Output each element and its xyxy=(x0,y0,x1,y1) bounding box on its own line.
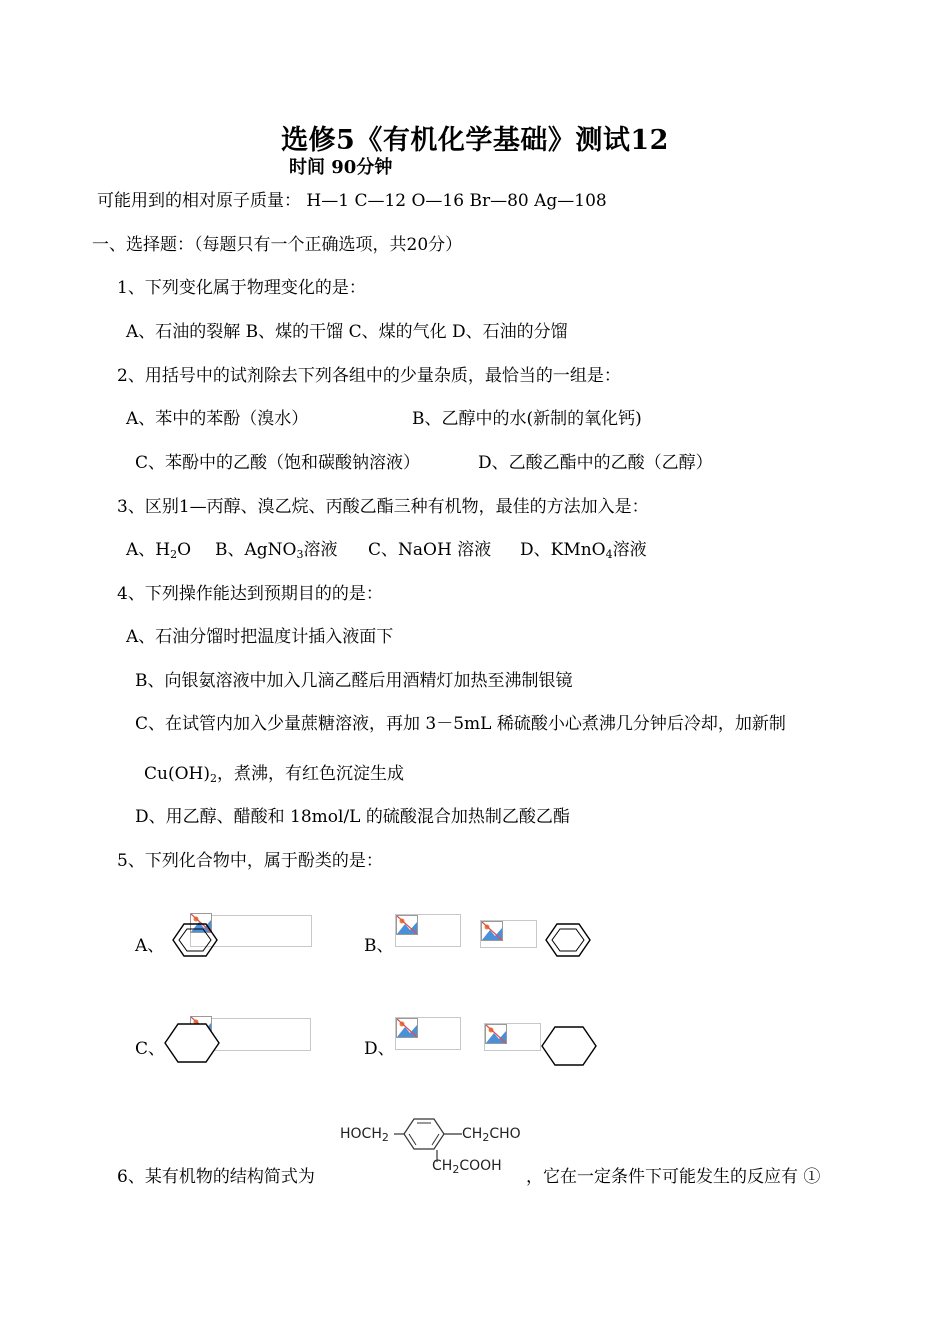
q3-option-c: C、NaOH 溶液 xyxy=(368,540,492,560)
q4-stem: 4、下列操作能达到预期目的的是： xyxy=(117,584,383,604)
q3-stem: 3、区别1—丙醇、溴乙烷、丙酸乙酯三种有机物，最佳的方法加入是： xyxy=(117,497,649,517)
q2-option-c: C、苯酚中的乙酸（饱和碳酸钠溶液） xyxy=(135,453,421,473)
exam-time: 时间 90分钟 xyxy=(289,157,393,178)
cyclohexane-ring-icon xyxy=(540,1025,598,1067)
chem-ch2cooh: $CH_2COOH$ xyxy=(432,1158,502,1176)
q5-label-c: C、 xyxy=(135,1039,166,1059)
broken-image-icon xyxy=(485,1024,507,1044)
chem-ch2cho: $CH_2CHO$ xyxy=(462,1126,521,1144)
q5-label-a: A、 xyxy=(135,936,165,956)
q5-stem: 5、下列化合物中，属于酚类的是： xyxy=(117,851,383,871)
q1-stem: 1、下列变化属于物理变化的是： xyxy=(117,278,366,298)
broken-image-icon xyxy=(396,915,418,935)
page-title: 选修5《有机化学基础》测试12 xyxy=(281,125,669,156)
atomic-masses: 可能用到的相对原子质量： H—1 C—12 O—16 Br—80 Ag—108 xyxy=(97,191,607,211)
q3-option-b: B、AgNO$_3$溶液 xyxy=(215,540,338,561)
q4-option-c: C、在试管内加入少量蔗糖溶液，再加 3－5mL 稀硫酸小心煮沸几分钟后冷却，加新制 xyxy=(135,714,786,734)
q6-tail: ，它在一定条件下可能发生的反应有 ① xyxy=(526,1167,821,1187)
q3-option-a: A、$H_2O$ xyxy=(126,540,192,561)
section-heading: 一、选择题：（每题只有一个正确选项，共20分） xyxy=(92,235,463,255)
q6-stem: 6、某有机物的结构简式为 xyxy=(117,1167,315,1187)
q4-option-d: D、用乙醇、醋酸和 18mol/L 的硫酸混合加热制乙酸乙酯 xyxy=(135,807,570,827)
q2-option-b: B、乙醇中的水(新制的氧化钙) xyxy=(412,409,642,429)
q4-option-c-cont: $Cu(OH)_2$，煮沸，有红色沉淀生成 xyxy=(144,764,404,785)
cyclohexane-ring-icon xyxy=(163,1022,221,1064)
broken-image-icon xyxy=(481,921,503,941)
q3-option-d: D、KMnO$_4$溶液 xyxy=(520,540,647,561)
q5-label-b: B、 xyxy=(364,936,394,956)
broken-image-icon xyxy=(396,1018,418,1038)
q4-option-a: A、石油分馏时把温度计插入液面下 xyxy=(126,627,394,647)
q2-option-d: D、乙酸乙酯中的乙酸（乙醇） xyxy=(478,453,713,473)
benzene-structure-icon xyxy=(394,1114,464,1164)
q5-label-d: D、 xyxy=(364,1039,395,1059)
chem-hoch2: $HOCH_2$ xyxy=(340,1126,389,1144)
q1-options: A、石油的裂解 B、煤的干馏 C、煤的气化 D、石油的分馏 xyxy=(126,322,568,342)
q2-stem: 2、用括号中的试剂除去下列各组中的少量杂质，最恰当的一组是： xyxy=(117,366,621,386)
q2-option-a: A、苯中的苯酚（溴水） xyxy=(126,409,309,429)
benzene-ring-icon xyxy=(170,921,220,959)
q4-option-b: B、向银氨溶液中加入几滴乙醛后用酒精灯加热至沸制银镜 xyxy=(135,671,573,691)
benzene-ring-icon xyxy=(543,921,593,959)
